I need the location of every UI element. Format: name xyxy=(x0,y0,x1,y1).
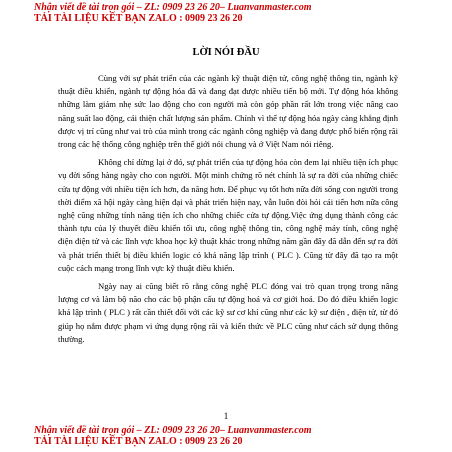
footer-promo-line: Nhận viết đề tài trọn gói – ZL: 0909 23 26 20– Luanvanmaster.com xyxy=(34,425,312,436)
document-title: LỜI NÓI ĐẦU xyxy=(192,47,260,58)
header-zalo-line: TẢI TÀI LIỆU KẾT BẠN ZALO : 0909 23 26 20 xyxy=(34,13,243,24)
paragraph: Ngày nay ai cũng biết rõ rằng công nghệ PLC đóng vai trò quan trọng trong nâng lượng cơ và làm bộ não cho các bộ phận cấu tự động hoá và cơ giới hoá. Do đó điều khiển logic khả lập trình ( PLC ) rất cần thiết đối với các kỹ sư cơ khí cũng như các kỹ sư điện , điện tử, từ đó giúp họ nắm được phạm vi ứng dụng rộng rãi và kiến thức về PLC cũng như cách sử dụng thông thường. xyxy=(58,281,398,344)
paragraph: Cùng với sự phát triển của các ngành kỹ thuật điện tử, công nghệ thông tin, ngành kỹ thuật điều khiển, ngành tự động hóa đã và đang đạt được nhiều tiến bộ mới. Tự động hóa không những làm giảm nhẹ sức lao động cho con người mà còn góp phần rất lớn trong việc nâng cao năng suất lao động, cải thiện chất lượng sản phẩm. Chính vì thế tự động hóa ngày càng khẳng định được vị trí cũng như vai trò của mình trong các ngành công nghiệp và đang được phổ biến rộng rãi trong các hệ thống công nghiệp trên thế giới nói chung và ở Việt Nam nói riêng. xyxy=(58,73,398,150)
page-number: 1 xyxy=(223,411,229,421)
document-body xyxy=(58,72,398,351)
footer-zalo-line: TẢI TÀI LIỆU KẾT BẠN ZALO : 0909 23 26 20 xyxy=(34,436,243,447)
header-promo-line: Nhận viết đề tài trọn gói – ZL: 0909 23 26 20– Luanvanmaster.com xyxy=(34,2,312,13)
paragraph: Không chỉ dừng lại ở đó, sự phát triển của tự động hóa còn đem lại nhiều tiện ích phục vụ đời sống hàng ngày cho con người. Một minh chứng rõ nét chính là sự ra đời của những chiếc cửa tự động với nhiều tiện ích hơn, đa năng hơn. Để phục vụ tốt hơn nữa đời sống con người trong thời điểm xã hội ngày càng hiện đại và phát triển hiện nay, vẫn luôn đòi hỏi cải tiến hơn nữa công nghệ cũng những tính năng tiện ích cho những chiếc cửa tự động.Việc ứng dụng thành công các thành tựu của lý thuyết điều khiển tối ưu, công nghệ thông tin, công nghệ máy tính, công nghệ điện điện tử và các lĩnh vực khoa học kỹ thuật khác trong những năm gần đây đã dẫn đến sự ra đời và phát triển thiết bị điều khiển logic có khả năng lập trình ( PLC ). Cũng từ đây đã tạo ra một cuộc cách mạng trong lĩnh vực kỹ thuật điều khiển. xyxy=(58,157,398,273)
